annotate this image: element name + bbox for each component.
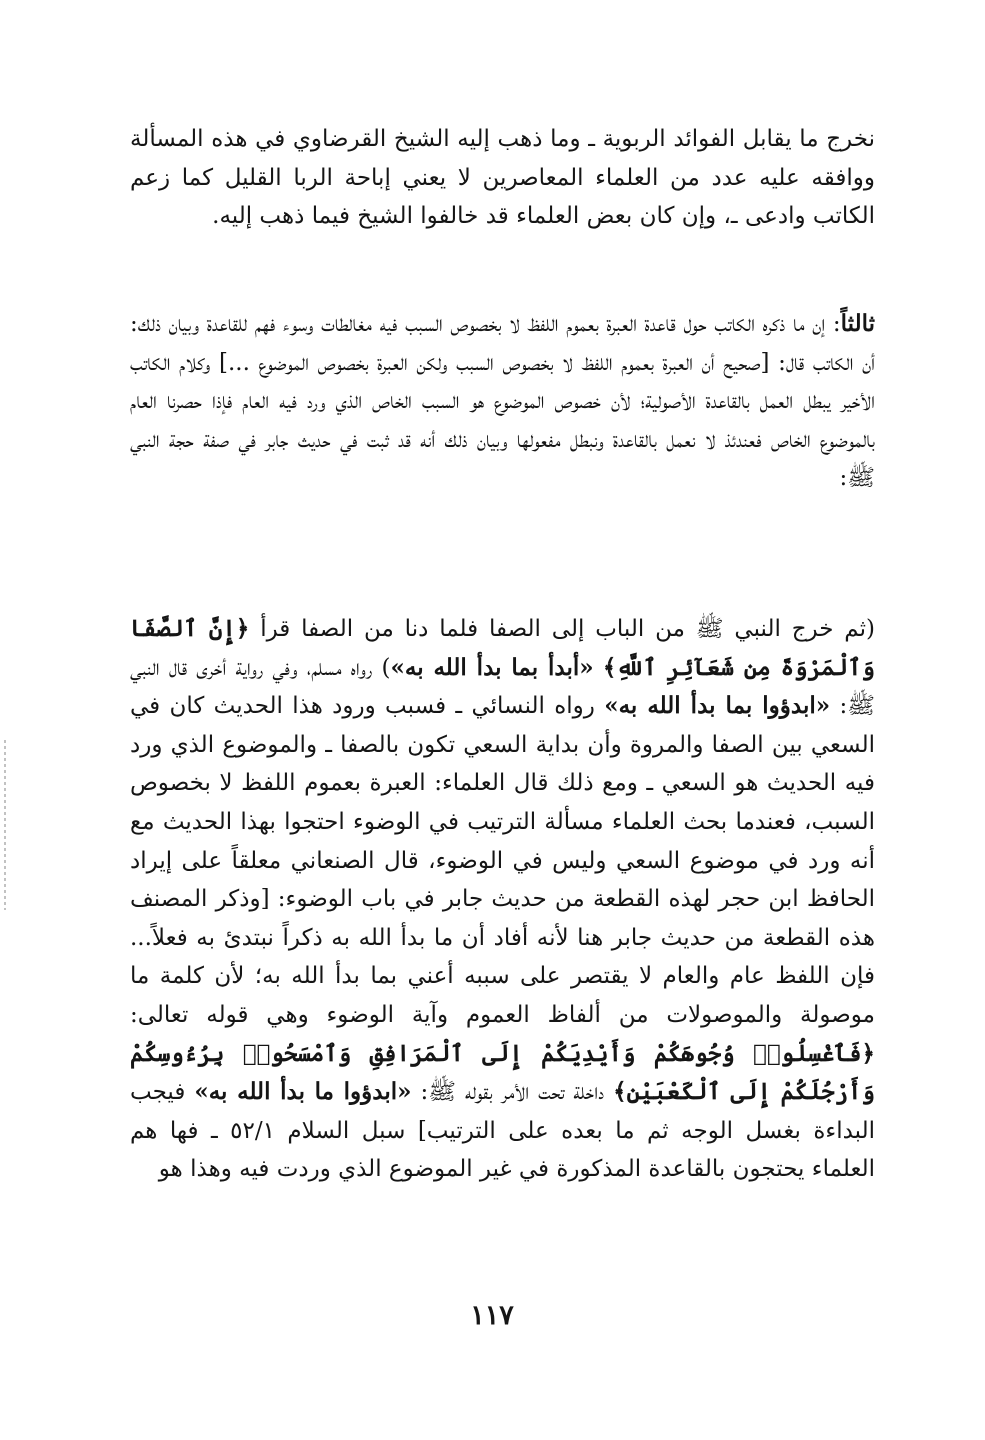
text-run [594, 655, 603, 681]
paragraph-2 [130, 305, 875, 498]
section-heading-thirdly: ثالثاً [840, 310, 875, 337]
text-run: رواه النسائي ـ فسبب ورود هذا الحديث كان في السعي بين الصفا والمروة وأن بداية السعي تكون بالصفا ـ والموضوع الذي ورد فيه الحديث هو السعي ـ ومع ذلك قال العلماء: العبرة بعموم اللفظ لا بخصوص السبب، فعندما بحث العلماء مسألة الترتيب في الوضوء احتجوا بهذا الحديث مع أنه ورد في موضوع السعي وليس في الوضوء، قال الصنعاني معلقاً على إيراد الحافظ ابن حجر لهذه القطعة من حديث جابر في باب الوضوء: [وذكر المصنف هذه القطعة من حديث جابر هنا لأنه أفاد أن ما بدأ الله به ذكراً نبتدئ به فعلاً... فإن اللفظ عام والعام لا يقتصر على سببه أعني بما بدأ الله به؛ لأن كلمة ما موصولة والموصولات من ألفاظ العموم وآية الوضوء وهي قوله تعالى: [130, 693, 875, 1028]
scan-binding-edge [4, 740, 6, 910]
hadith-quote-3: «ابدؤوا ما بدأ الله به» [194, 1078, 412, 1106]
paragraph-1-text [130, 120, 875, 236]
text-run: (ثم خرج النبي ﷺ من الباب إلى الصفا فلما دنا من الصفا قرأ [249, 616, 875, 642]
text-run: نخرج ما يقابل الفوائد الربوية ـ وما ذهب إليه الشيخ القرضاوي في هذه المسألة ووافقه عليه عدد من العلماء المعاصرين لا يعني إباحة الربا القليل كما زعم الكاتب وادعى ـ، وإن كان بعض العلماء قد خالفوا الشيخ فيما ذهب إليه. [130, 126, 875, 230]
text-run: ) رواه مسلم، وفي رواية أخرى قال النبي ﷺ: [130, 654, 875, 720]
paragraph-1 [130, 120, 875, 236]
quran-verse-wudu: ﴿فَٱغْسِلُوا۟ وُجُوهَكُمْ وَأَيْدِيَكُمْ إِلَى ٱلْمَرَافِقِ وَٱمْسَحُوا۟ بِرُءُوسِكُمْ وَأَرْجُلَكُمْ إِلَى ٱلْكَعْبَيْنِ﴾ [130, 1039, 875, 1106]
paragraph-2-text [130, 305, 875, 498]
text-run: : إن ما ذكره الكاتب حول قاعدة العبرة بعموم اللفظ لا بخصوص السبب فيه مغالطات وسوء فهم للقاعدة وبيان ذلك: أن الكاتب قال: [صحيح أن العبرة بعموم اللفظ لا بخصوص السبب ولكن العبرة بخصوص الموضوع ...] وكلام الكاتب الأخير يبطل العمل بالقاعدة الأصولية؛ لأن خصوص الموضوع هو السبب الخاص الذي ورد فيه العام فإذا حصرنا العام بالموضوع الخاص فعندئذ لا نعمل بالقاعدة ونبطل مفعولها وبيان ذلك أنه قد ثبت في حديث جابر في صفة حجة النبي ﷺ: [130, 311, 875, 492]
text-run: فيجب البداءة بغسل الوجه ثم ما بعده على الترتيب] سبل السلام ٥٢/١ ـ فها هم العلماء يحتجون بالقاعدة المذكورة في غير الموضوع الذي وردت فيه وهذا هو [130, 1079, 875, 1183]
paragraph-3 [130, 610, 875, 1189]
hadith-quote-1: «أبدأ بما بدأ الله به» [390, 653, 594, 681]
page-number: ١١٧ [470, 1300, 514, 1331]
paragraph-3-text [130, 610, 875, 1189]
hadith-quote-2: «ابدؤوا بما بدأ الله به» [604, 692, 831, 720]
text-run: داخلة تحت الأمر بقوله ﷺ: [411, 1079, 614, 1106]
quran-verse-safa-marwa: ﴿إِنَّ ٱلصَّفَا وَٱلْمَرْوَةَ مِن شَعَآئِرِ ٱللَّهِ﴾ [130, 615, 876, 681]
